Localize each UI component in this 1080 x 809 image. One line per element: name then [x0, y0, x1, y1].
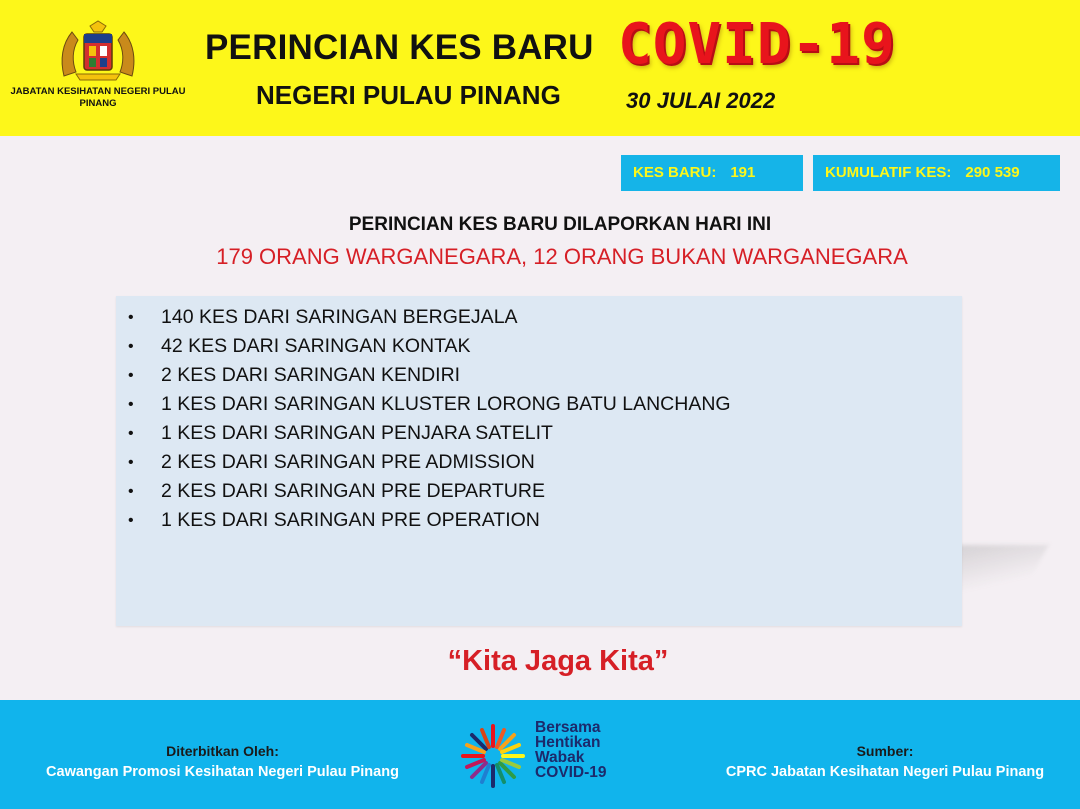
bullet-icon: •: [128, 396, 134, 413]
starburst-icon: [455, 716, 535, 796]
cumulative-cases-label: KUMULATIF KES:: [825, 164, 952, 181]
cumulative-cases-value: 290 539: [965, 164, 1020, 181]
new-cases-label: KES BARU:: [633, 164, 717, 181]
bullet-icon: •: [128, 454, 134, 471]
source-label: Sumber:: [856, 743, 914, 759]
list-item: • 1 KES DARI SARINGAN PRE OPERATION: [116, 506, 731, 535]
section-title: PERINCIAN KES BARU DILAPORKAN HARI INI: [348, 214, 772, 235]
new-cases-value: 191: [730, 164, 756, 181]
footer-banner: [0, 700, 1080, 809]
list-item: • 2 KES DARI SARINGAN PRE DEPARTURE: [116, 477, 731, 506]
cumulative-cases-badge: [813, 155, 1060, 191]
bullet-icon: •: [128, 338, 134, 355]
new-cases-badge: [621, 155, 803, 191]
list-item: • 42 KES DARI SARINGAN KONTAK: [116, 332, 731, 361]
list-item: • 2 KES DARI SARINGAN PRE ADMISSION: [116, 448, 731, 477]
source-name: CPRC Jabatan Kesihatan Negeri Pulau Pinang: [725, 764, 1045, 780]
bullet-icon: •: [128, 512, 134, 529]
page-title: PERINCIAN KES BARU: [205, 28, 594, 67]
logo-text: Bersama Hentikan Wabak COVID-19: [535, 719, 607, 781]
bullet-icon: •: [128, 309, 134, 326]
header-banner: [0, 0, 1080, 136]
bullet-icon: •: [128, 483, 134, 500]
report-date: 30 JULAI 2022: [626, 88, 776, 113]
case-breakdown-box: [116, 296, 962, 626]
publisher-block: [20, 742, 425, 784]
list-item: • 1 KES DARI SARINGAN KLUSTER LORONG BATU LANCHANG: [116, 390, 731, 419]
bersama-hentikan-wabak-logo: [455, 716, 645, 796]
coat-of-arms-logo: [56, 20, 140, 82]
case-list: [116, 303, 731, 535]
slogan: “Kita Jaga Kita”: [447, 645, 669, 677]
list-item: • 140 KES DARI SARINGAN BERGEJALA: [116, 303, 731, 332]
list-item: • 2 KES DARI SARINGAN KENDIRI: [116, 361, 731, 390]
bullet-icon: •: [128, 425, 134, 442]
covid-title: COVID-19: [618, 12, 896, 77]
section-subtitle: 179 ORANG WARGANEGARA, 12 ORANG BUKAN WARGANEGARA: [216, 244, 908, 269]
publisher-label: Diterbitkan Oleh:: [166, 743, 279, 759]
state-title: NEGERI PULAU PINANG: [256, 80, 561, 110]
department-name: JABATAN KESIHATAN NEGERI PULAU PINANG: [10, 86, 186, 109]
source-block: [700, 742, 1070, 784]
list-item: • 1 KES DARI SARINGAN PENJARA SATELIT: [116, 419, 731, 448]
publisher-name: Cawangan Promosi Kesihatan Negeri Pulau Pinang: [46, 764, 399, 780]
bullet-icon: •: [128, 367, 134, 384]
